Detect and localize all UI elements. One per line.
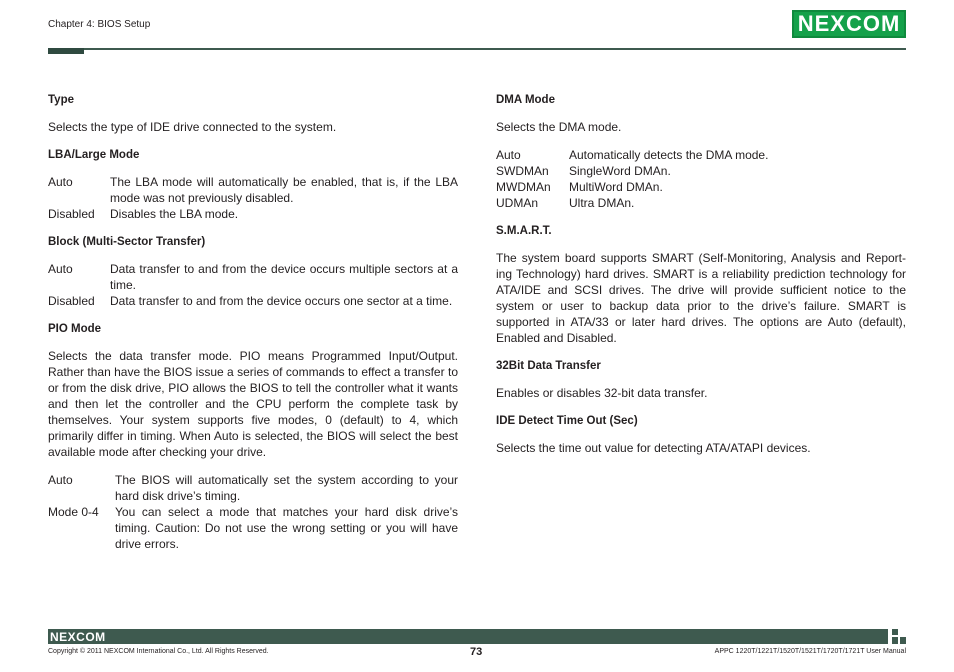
option-key: Disabled bbox=[48, 294, 95, 308]
option-value: You can select a mode that matches your hard disk drive’s timing. Caution: Do not use the wrong setting or you will have drive errors. bbox=[115, 505, 458, 551]
option-value: Ultra DMAn. bbox=[569, 196, 635, 210]
option-value: The BIOS will automatically set the system according to your hard disk drive’s timing. bbox=[115, 473, 458, 503]
option-value: Data transfer to and from the device occurs one sector at a time. bbox=[110, 294, 453, 308]
pio-text: Selects the data transfer mode. PIO means Programmed Input/Output. Rather than have the BIOS issue a series of commands to effect a transfer to or from the disk drive, PIO allows the BIOS to tell the controller what it wants and then let the controller and the CPU perform the complete task by themselves. Your system supports five modes, 0 (default) to 4, which primarily differ in timing. When Auto is selected, the BIOS will select the best available mode after checking your drive. bbox=[48, 349, 458, 459]
block-option-disabled bbox=[48, 293, 458, 309]
option-value: Automatically detects the DMA mode. bbox=[569, 148, 769, 162]
footer-squares-icon bbox=[892, 629, 906, 644]
right-column bbox=[496, 92, 906, 468]
option-value: The LBA mode will automatically be enabled, that is, if the LBA mode was not previously disabled. bbox=[110, 175, 458, 205]
option-key: Disabled bbox=[48, 207, 95, 221]
header-rule-accent bbox=[48, 48, 84, 54]
option-key: SWDMAn bbox=[496, 164, 549, 178]
pio-option-mode bbox=[48, 504, 458, 552]
header-rule bbox=[48, 48, 906, 50]
dma-options bbox=[496, 147, 906, 211]
footer-manual-title: APPC 1220T/1221T/1520T/1521T/1720T/1721T User Manual bbox=[714, 648, 906, 655]
option-value: MultiWord DMAn. bbox=[569, 180, 663, 194]
footer-bar bbox=[48, 629, 888, 644]
page-number: 73 bbox=[470, 646, 483, 658]
option-key: Auto bbox=[48, 473, 73, 487]
pio-option-auto bbox=[48, 472, 458, 504]
footer-logo: NEXCOM bbox=[50, 630, 106, 644]
lba-option-disabled bbox=[48, 206, 458, 222]
ide-timeout-text: Selects the time out value for detecting ATA/ATAPI devices. bbox=[496, 441, 811, 455]
ide-timeout-heading: IDE Detect Time Out (Sec) bbox=[496, 415, 638, 427]
block-option-auto bbox=[48, 261, 458, 293]
dma-option-swdma bbox=[496, 163, 906, 179]
dma-heading: DMA Mode bbox=[496, 94, 555, 106]
pio-heading: PIO Mode bbox=[48, 323, 102, 335]
lba-options bbox=[48, 174, 458, 222]
left-column bbox=[48, 92, 458, 564]
option-key: Auto bbox=[496, 148, 521, 162]
smart-text: The system board supports SMART (Self-Monitoring, Analysis and Report-ing Technology) hard drives. SMART is a reliability prediction technology for ATA/IDE and SCSI drives. The drive will provide sufficient notice to the system or user to backup data prior to the drive’s failure. SMART is supported in ATA/33 or later hard drives. The options are Auto (default), Enabled and Disabled. bbox=[496, 251, 906, 345]
option-key: MWDMAn bbox=[496, 180, 551, 194]
block-options bbox=[48, 261, 458, 309]
smart-heading: S.M.A.R.T. bbox=[496, 225, 552, 237]
dma-option-mwdma bbox=[496, 179, 906, 195]
option-value: Disables the LBA mode. bbox=[110, 207, 239, 221]
option-key: UDMAn bbox=[496, 196, 539, 210]
type-heading: Type bbox=[48, 94, 74, 106]
bit32-heading: 32Bit Data Transfer bbox=[496, 360, 601, 372]
lba-heading: LBA/Large Mode bbox=[48, 149, 140, 161]
block-heading: Block (Multi-Sector Transfer) bbox=[48, 236, 206, 248]
header-chapter: Chapter 4: BIOS Setup bbox=[48, 19, 151, 30]
bit32-text: Enables or disables 32-bit data transfer. bbox=[496, 386, 708, 400]
dma-option-udma bbox=[496, 195, 906, 211]
option-value: SingleWord DMAn. bbox=[569, 164, 671, 178]
option-value: Data transfer to and from the device occurs multiple sectors at a time. bbox=[110, 262, 458, 292]
type-text: Selects the type of IDE drive connected to the system. bbox=[48, 120, 337, 134]
pio-options bbox=[48, 472, 458, 552]
dma-text: Selects the DMA mode. bbox=[496, 120, 622, 134]
option-key: Mode 0-4 bbox=[48, 505, 99, 519]
footer-copyright: Copyright © 2011 NEXCOM International Co., Ltd. All Rights Reserved. bbox=[48, 648, 269, 655]
option-key: Auto bbox=[48, 262, 73, 276]
dma-option-auto bbox=[496, 147, 906, 163]
lba-option-auto bbox=[48, 174, 458, 206]
option-key: Auto bbox=[48, 175, 73, 189]
nexcom-logo: NEXCOM bbox=[792, 10, 906, 38]
